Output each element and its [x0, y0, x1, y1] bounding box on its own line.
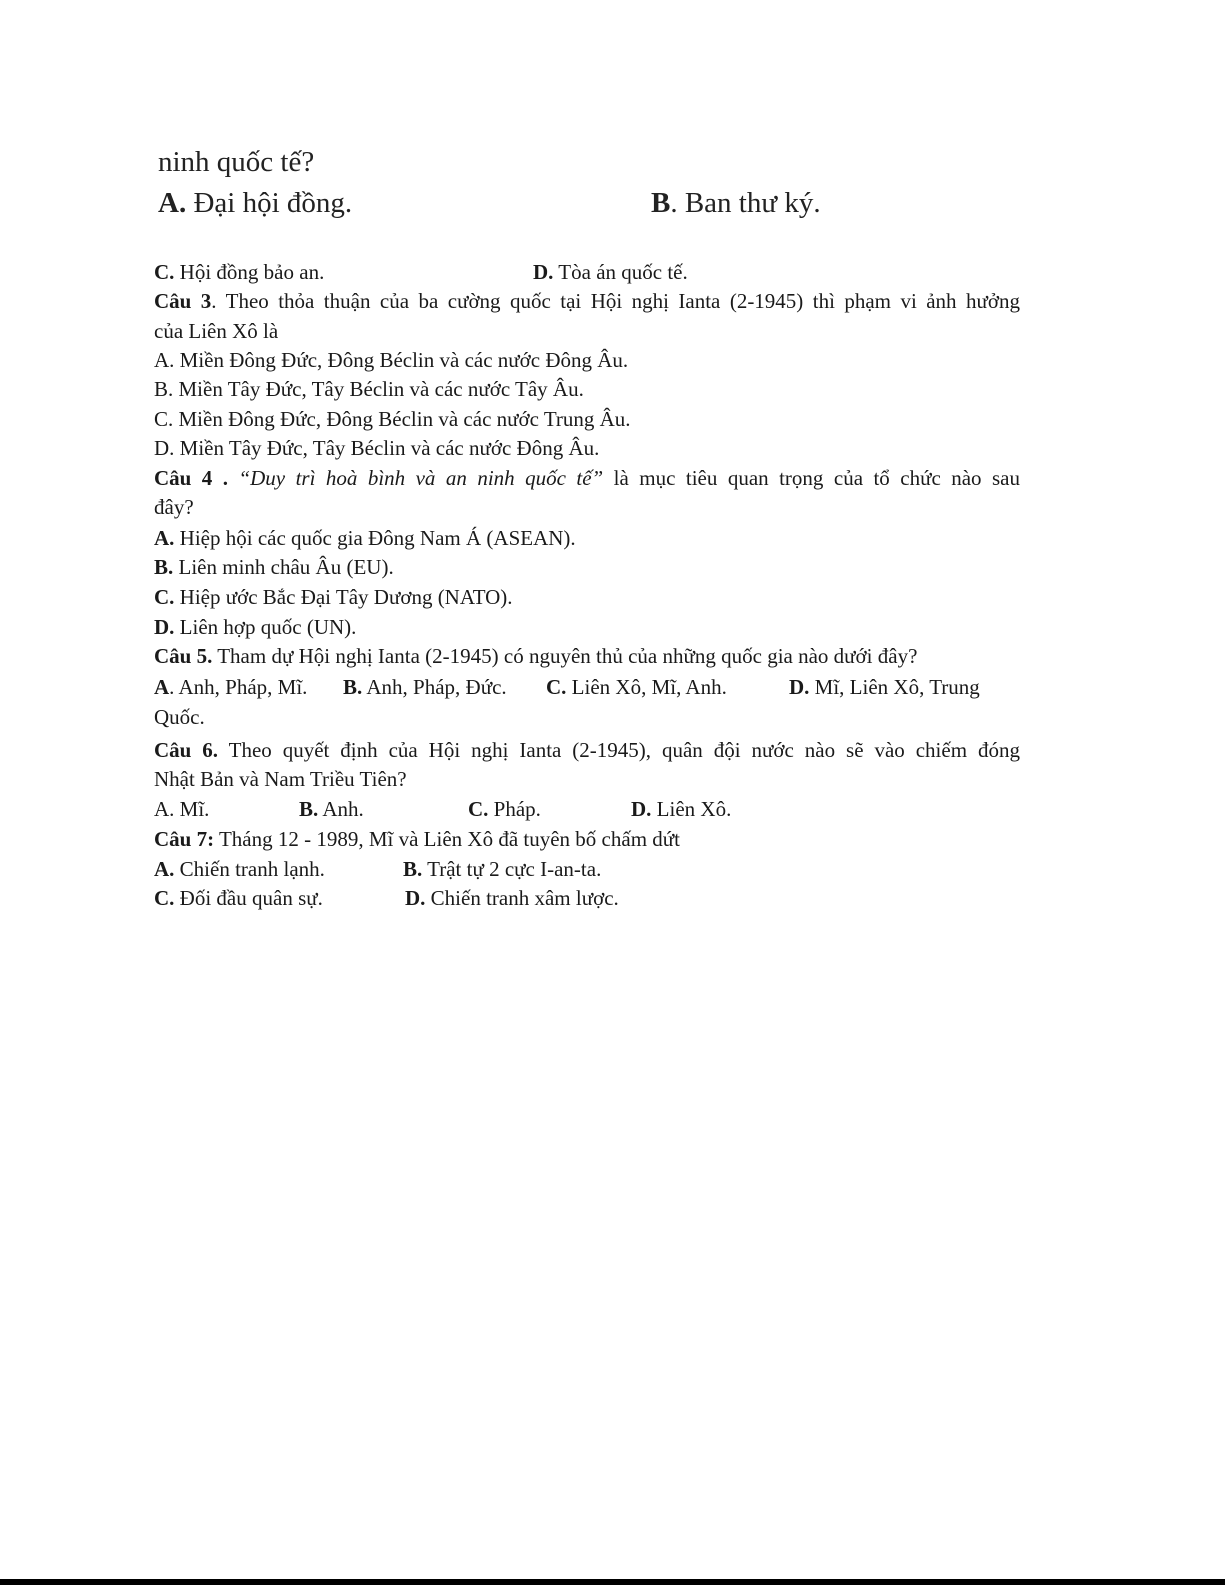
q2-option-d-text: Tòa án quốc tế. [553, 260, 688, 284]
q6-option-c-label: C. [468, 797, 489, 821]
q6-stem-line-1 [154, 740, 1020, 761]
q7-option-b-text: Trật tự 2 cực I-an-ta. [422, 857, 602, 881]
q4-label: Câu 4 . [154, 466, 228, 490]
q6-option-d [631, 799, 731, 820]
q5-option-b [343, 677, 507, 698]
q7-option-a-text: Chiến tranh lạnh. [174, 857, 325, 881]
q5-option-b-label: B. [343, 675, 363, 699]
q5-stem [154, 646, 917, 667]
q6-option-b-label: B. [299, 797, 319, 821]
q4-option-c-text: Hiệp ước Bắc Đại Tây Dương (NATO). [174, 585, 513, 609]
q4-option-b-label: B. [154, 555, 174, 579]
q4-option-a-label: A. [154, 526, 175, 550]
q4-stem-line-2: đây? [154, 495, 194, 519]
q3-option-c: C. Miền Đông Đức, Đông Béclin và các nước Trung Âu. [154, 407, 631, 431]
q7-label: Câu 7: [154, 827, 215, 851]
q7-option-c-text: Đối đầu quân sự. [174, 886, 323, 910]
q3-stem-line-1 [154, 291, 1020, 312]
q4-stem-line-1 [154, 468, 1020, 489]
q6-option-d-text: Liên Xô. [651, 797, 732, 821]
q2-option-b-label: B [651, 187, 671, 219]
q4-option-b-text: Liên minh châu Âu (EU). [173, 555, 394, 579]
q2-stem-tail-text: ninh quốc tế? [158, 146, 315, 178]
q2-stem-tail [158, 148, 314, 177]
q7-option-d-text: Chiến tranh xâm lược. [425, 886, 619, 910]
q2-option-b-text: . Ban thư ký. [670, 187, 821, 219]
q6-option-b-text: Anh. [318, 797, 364, 821]
q6-option-b [299, 799, 364, 820]
q2-option-c [154, 262, 324, 283]
q3-stem-line-1-text: . Theo thỏa thuận của ba cường quốc tại Hội nghị Ianta (2-1945) thì phạm vi ảnh hưởng [211, 289, 1020, 313]
q4-option-d-label: D. [154, 615, 175, 639]
q7-option-c-label: C. [154, 886, 175, 910]
q2-option-c-text: Hội đồng bảo an. [174, 260, 325, 284]
q2-option-c-label: C. [154, 260, 175, 284]
q4-option-c-label: C. [154, 585, 175, 609]
q7-stem-text: Tháng 12 - 1989, Mĩ và Liên Xô đã tuyên bố chấm dứt [214, 827, 681, 851]
q2-option-b [651, 189, 821, 218]
q7-option-a-label: A. [154, 857, 175, 881]
q4-option-c [154, 587, 513, 608]
q4-option-a [154, 528, 576, 549]
q5-option-c-label: C. [546, 675, 567, 699]
q5-stem-text: Tham dự Hội nghị Ianta (2-1945) có nguyên thủ của những quốc gia nào dưới đây? [212, 644, 918, 668]
q2-option-a [158, 189, 352, 218]
q3-option-a: A. Miền Đông Đức, Đông Béclin và các nước Đông Âu. [154, 348, 629, 372]
q7-option-c [154, 888, 323, 909]
q7-option-a [154, 859, 325, 880]
q7-option-b [403, 859, 601, 880]
q6-label: Câu 6. [154, 738, 219, 762]
q2-option-a-label: A. [158, 187, 187, 219]
q5-option-d-text: Mĩ, Liên Xô, Trung [809, 675, 980, 699]
q5-option-c-text: Liên Xô, Mĩ, Anh. [566, 675, 727, 699]
q6-option-c-text: Pháp. [488, 797, 541, 821]
q4-option-d [154, 617, 356, 638]
q4-quote: “Duy trì hoà bình và an ninh quốc tế” [238, 466, 604, 490]
q5-label: Câu 5. [154, 644, 213, 668]
q2-option-a-text: Đại hội đồng. [186, 187, 353, 219]
q3-stem-line-2: của Liên Xô là [154, 319, 279, 343]
q4-option-b [154, 557, 394, 578]
q3-label: Câu 3 [154, 289, 212, 313]
q7-option-b-label: B. [403, 857, 423, 881]
q5-option-b-text: Anh, Pháp, Đức. [362, 675, 507, 699]
page-bottom-border [0, 1579, 1225, 1585]
q7-option-d-label: D. [405, 886, 426, 910]
q2-option-d [533, 262, 688, 283]
q4-stem-rest: là mục tiêu quan trọng của tổ chức nào sau [603, 466, 1020, 490]
q6-option-a: A. Mĩ. [154, 797, 210, 821]
q6-option-c [468, 799, 541, 820]
q4-option-d-text: Liên hợp quốc (UN). [174, 615, 357, 639]
q5-option-a [154, 677, 307, 698]
q5-option-c [546, 677, 727, 698]
q5-option-d [789, 677, 980, 698]
q4-option-a-text: Hiệp hội các quốc gia Đông Nam Á (ASEAN). [174, 526, 576, 550]
q2-option-d-label: D. [533, 260, 554, 284]
q7-option-d [405, 888, 619, 909]
q6-stem-line-2: Nhật Bản và Nam Triều Tiên? [154, 767, 407, 791]
q3-option-d: D. Miền Tây Đức, Tây Béclin và các nước Đông Âu. [154, 436, 600, 460]
q5-option-d-cont: Quốc. [154, 705, 205, 729]
q5-option-a-text: . Anh, Pháp, Mĩ. [169, 675, 308, 699]
q6-option-d-label: D. [631, 797, 652, 821]
q7-stem [154, 829, 680, 850]
q3-option-b: B. Miền Tây Đức, Tây Béclin và các nước Tây Âu. [154, 377, 584, 401]
q5-option-d-label: D. [789, 675, 810, 699]
q5-option-a-label: A [154, 675, 170, 699]
q6-stem-line-1-text: Theo quyết định của Hội nghị Ianta (2-1945), quân đội nước nào sẽ vào chiếm đóng [218, 738, 1020, 762]
